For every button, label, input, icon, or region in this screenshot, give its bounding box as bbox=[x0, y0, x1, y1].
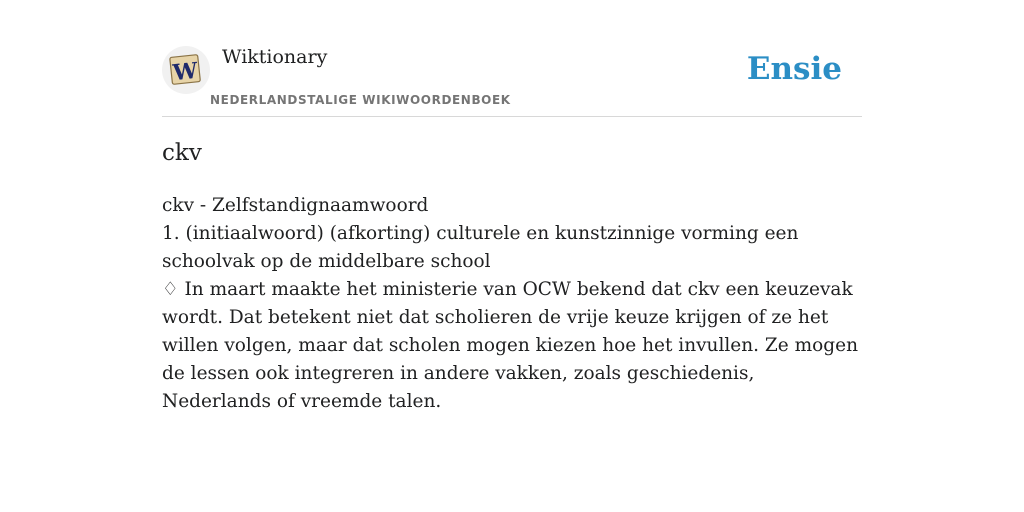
w-tile-icon bbox=[168, 52, 204, 88]
wiktionary-logo-icon[interactable] bbox=[162, 46, 210, 94]
ensie-brand-link[interactable]: Ensie bbox=[746, 51, 842, 87]
word-class-line: ckv - Zelfstandignaamwoord bbox=[162, 195, 429, 216]
site-tagline: NEDERLANDSTALIGE WIKIWOORDENBOEK bbox=[210, 93, 511, 107]
example-text: ♢ In maart maakte het ministerie van OCW bekend dat ckv een keuzevak wordt. Dat betekent niet dat scholieren de vrije keuze krijgen of ze het willen volgen, maar dat scholen mogen kiezen hoe het invullen. Ze mogen de lessen ook integreren in andere vakken, zoals geschiedenis, Nederlands of vreemde talen. bbox=[162, 279, 858, 412]
site-name-link[interactable]: Wiktionary bbox=[222, 46, 328, 68]
site-header bbox=[162, 40, 862, 117]
entry-body bbox=[162, 192, 862, 416]
logo-letter: W bbox=[171, 57, 199, 87]
definition-text: 1. (initiaalwoord) (afkorting) culturele en kunstzinnige vorming een schoolvak op de middelbare school bbox=[162, 223, 799, 272]
entry-title: ckv bbox=[162, 140, 202, 166]
